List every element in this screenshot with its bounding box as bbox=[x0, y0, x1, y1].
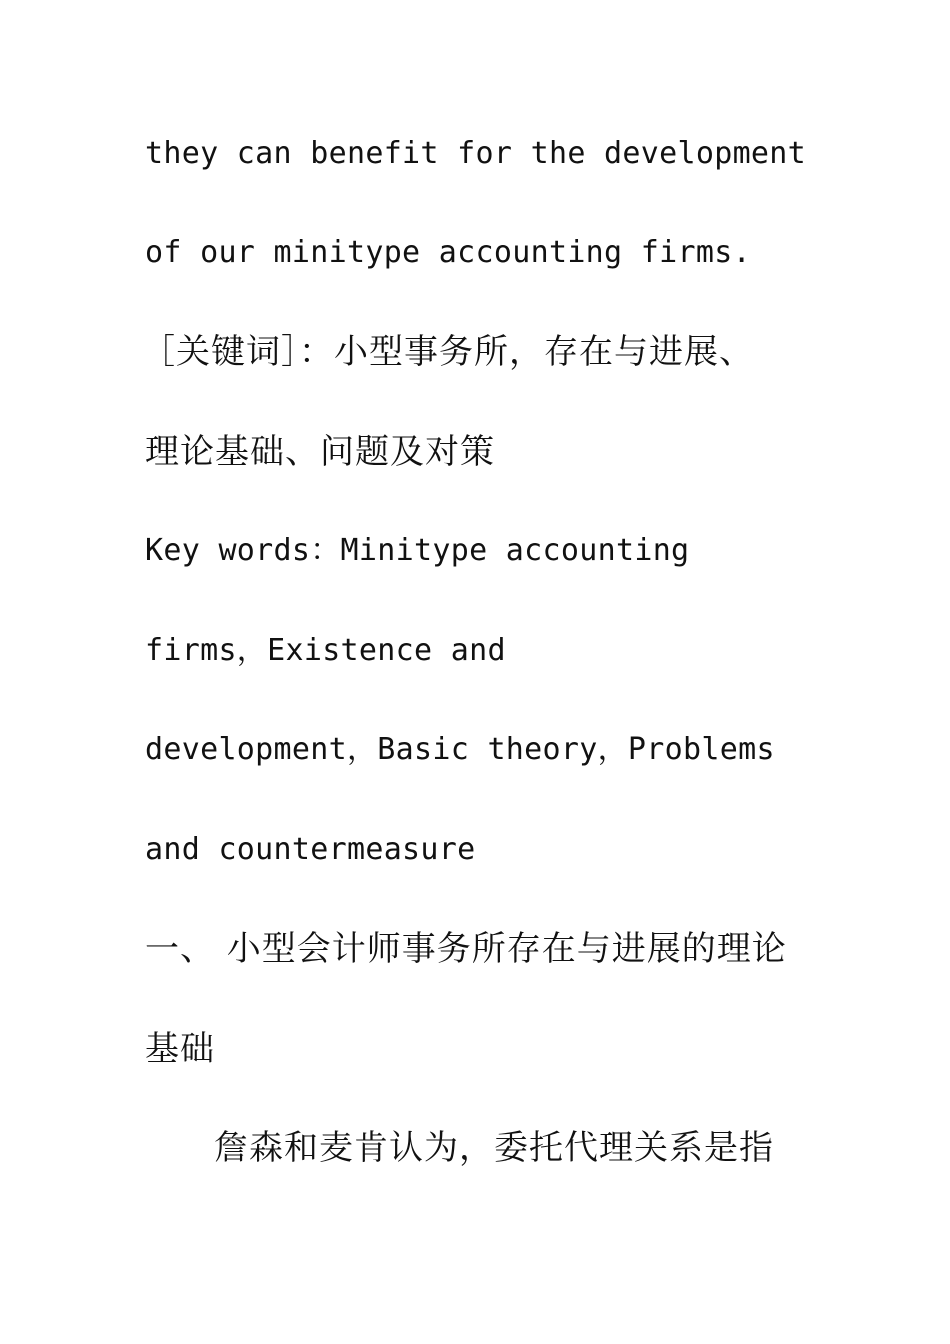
keywords-en-line-2: firms，Existence and bbox=[145, 633, 506, 668]
section-heading-line-1: 一、 小型会计师事务所存在与进展的理论 bbox=[145, 929, 787, 969]
body-paragraph-first-line: 詹森和麦肯认为，委托代理关系是指 bbox=[214, 1128, 774, 1168]
keywords-zh-line-2: 理论基础、问题及对策 bbox=[145, 432, 495, 472]
keywords-en-line-1: Key words：Minitype accounting bbox=[145, 533, 690, 568]
abstract-en-line-2: of our minitype accounting firms. bbox=[145, 235, 751, 270]
keywords-zh-line-1: ［关键词］：小型事务所，存在与进展、 bbox=[141, 332, 754, 372]
section-heading-line-2: 基础 bbox=[145, 1029, 215, 1069]
keywords-en-line-3: development，Basic theory，Problems bbox=[145, 732, 775, 767]
keywords-en-line-4: and countermeasure bbox=[145, 832, 476, 867]
abstract-en-line-1: they can benefit for the development bbox=[145, 136, 807, 171]
